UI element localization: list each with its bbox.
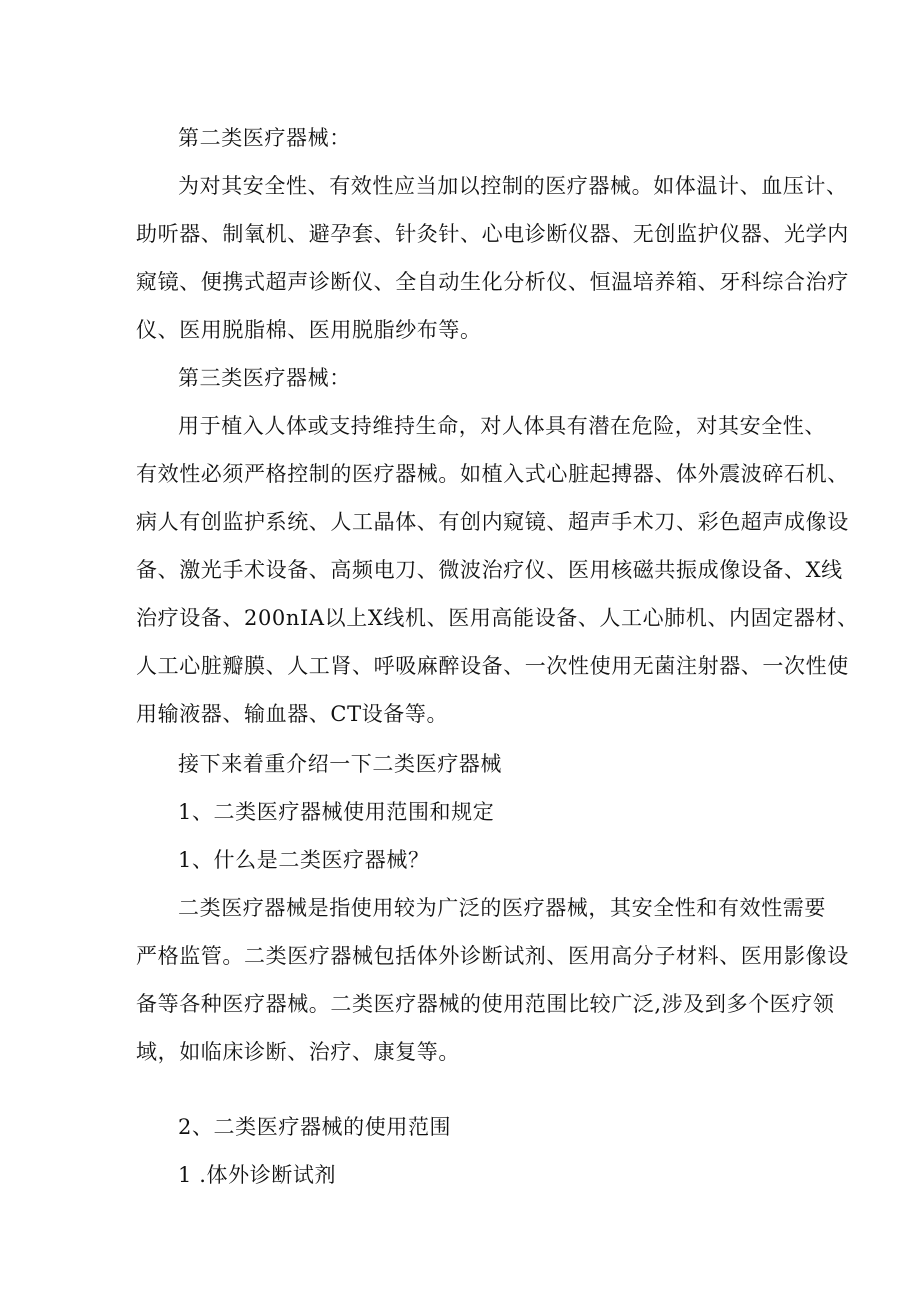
paragraph-line: 人工心脏瓣膜、人工肾、呼吸麻醉设备、一次性使用无菌注射器、一次性使	[136, 654, 849, 678]
paragraph-line: 病人有创监护系统、人工晶体、有创内窥镜、超声手术刀、彩色超声成像设	[136, 510, 849, 534]
section-heading: 2、二类医疗器械的使用范围	[178, 1115, 452, 1139]
paragraph-line: 备、激光手术设备、高频电刀、微波治疗仪、医用核磁共振成像设备、X线	[136, 558, 843, 582]
paragraph-line: 助听器、制氧机、避孕套、针灸针、心电诊断仪器、无创监护仪器、光学内	[136, 222, 849, 246]
section-heading: 1、二类医疗器械使用范围和规定	[178, 800, 495, 824]
paragraph-line: 备等各种医疗器械。二类医疗器械的使用范围比较广泛,涉及到多个医疗领	[136, 992, 835, 1016]
paragraph-line: 严格监管。二类医疗器械包括体外诊断试剂、医用高分子材料、医用影像设	[136, 944, 849, 968]
paragraph-line: 域，如临床诊断、治疗、康复等。	[136, 1040, 460, 1064]
heading-class-two: 第二类医疗器械：	[178, 126, 351, 150]
paragraph-line: 有效性必须严格控制的医疗器械。如植入式心脏起搏器、体外震波碎石机、	[136, 462, 849, 486]
paragraph-line: 窥镜、便携式超声诊断仪、全自动生化分析仪、恒温培养箱、牙科综合治疗	[136, 270, 849, 294]
paragraph-line: 仪、医用脱脂棉、医用脱脂纱布等。	[136, 318, 482, 342]
paragraph-line: 二类医疗器械是指使用较为广泛的医疗器械，其安全性和有效性需要	[178, 896, 826, 920]
intro-line: 接下来着重介绍一下二类医疗器械	[178, 752, 502, 776]
paragraph-line: 治疗设备、200nIA以上X线机、医用高能设备、人工心肺机、内固定器材、	[136, 606, 859, 630]
paragraph-line: 用输液器、输血器、CT设备等。	[136, 702, 449, 726]
heading-class-three: 第三类医疗器械：	[178, 366, 351, 390]
list-item: 1 .体外诊断试剂	[178, 1163, 337, 1187]
subsection-heading: 1、什么是二类医疗器械？	[178, 848, 430, 872]
paragraph-line: 用于植入人体或支持维持生命，对人体具有潜在危险，对其安全性、	[178, 414, 826, 438]
paragraph-line: 为对其安全性、有效性应当加以控制的医疗器械。如体温计、血压计、	[178, 174, 848, 198]
